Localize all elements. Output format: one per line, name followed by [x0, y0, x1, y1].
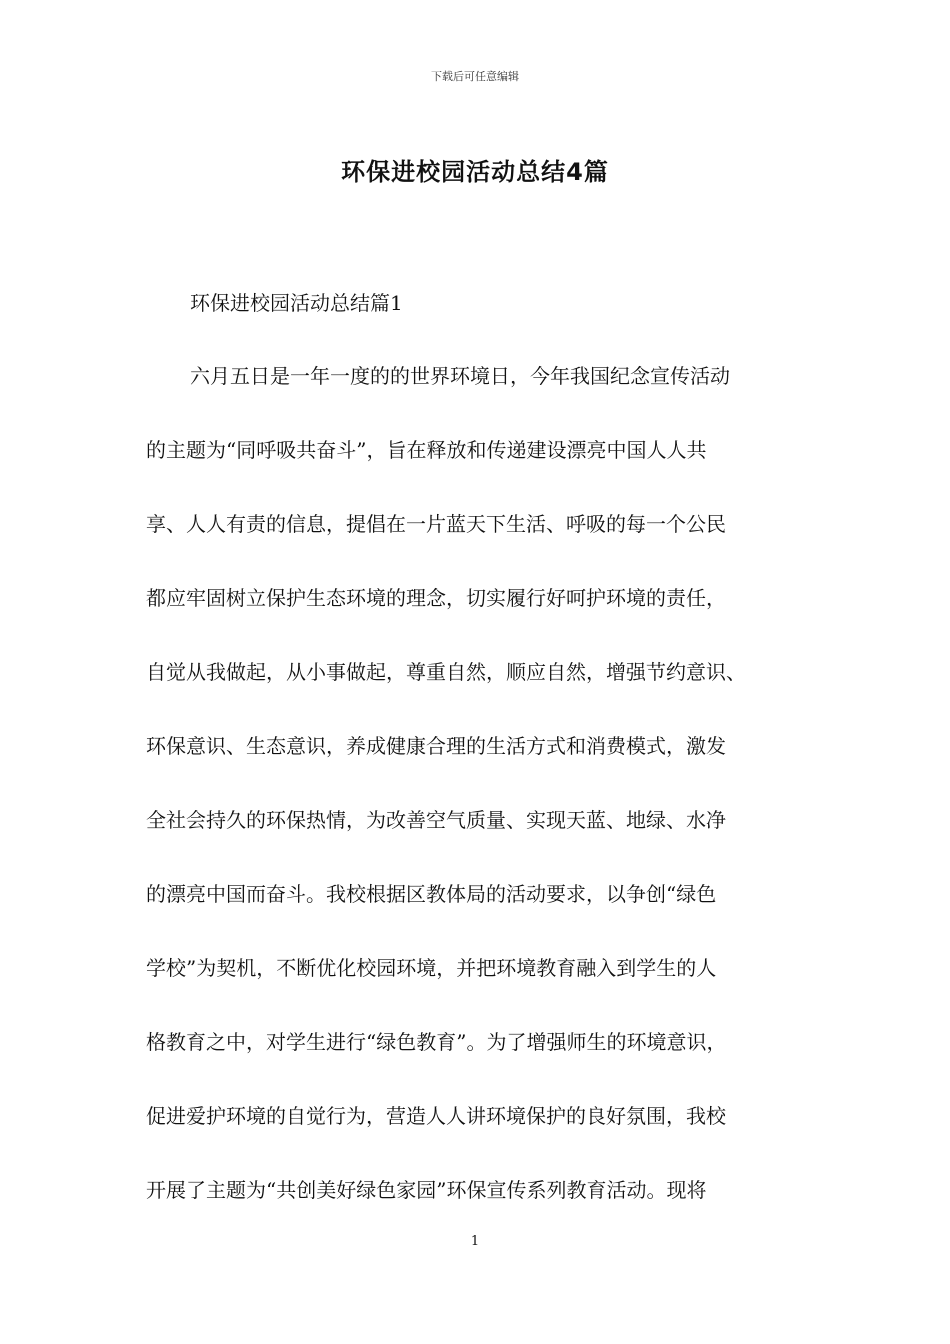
body-line: 促进爱护环境的自觉行为，营造人人讲环境保护的良好氛围，我校 [146, 1104, 726, 1128]
body-line: 开展了主题为“共创美好绿色家园”环保宣传系列教育活动。现将 [146, 1178, 707, 1202]
header-note: 下载后可任意编辑 [431, 70, 519, 83]
page-number: 1 [470, 1234, 480, 1249]
body-line: 的主题为“同呼吸共奋斗”，旨在释放和传递建设漂亮中国人人共 [146, 438, 707, 462]
body-line: 六月五日是一年一度的的世界环境日，今年我国纪念宣传活动 [190, 364, 730, 388]
body-line: 环保意识、生态意识，养成健康合理的生活方式和消费模式，激发 [146, 734, 726, 758]
section-heading: 环保进校园活动总结篇1 [190, 291, 403, 315]
body-line: 的漂亮中国而奋斗。我校根据区教体局的活动要求，以争创“绿色 [146, 882, 717, 906]
body-line: 享、人人有责的信息，提倡在一片蓝天下生活、呼吸的每一个公民 [146, 512, 726, 536]
body-paragraph [146, 360, 826, 1248]
body-line: 学校”为契机，不断优化校园环境，并把环境教育融入到学生的人 [146, 956, 717, 980]
body-line: 自觉从我做起，从小事做起，尊重自然，顺应自然，增强节约意识、 [146, 660, 746, 684]
body-line: 格教育之中，对学生进行“绿色教育”。为了增强师生的环境意识， [146, 1030, 727, 1054]
body-line: 全社会持久的环保热情，为改善空气质量、实现天蓝、地绿、水净 [146, 808, 726, 832]
body-line: 都应牢固树立保护生态环境的理念，切实履行好呵护环境的责任， [146, 586, 726, 610]
document-title: 环保进校园活动总结4篇 [341, 158, 609, 186]
